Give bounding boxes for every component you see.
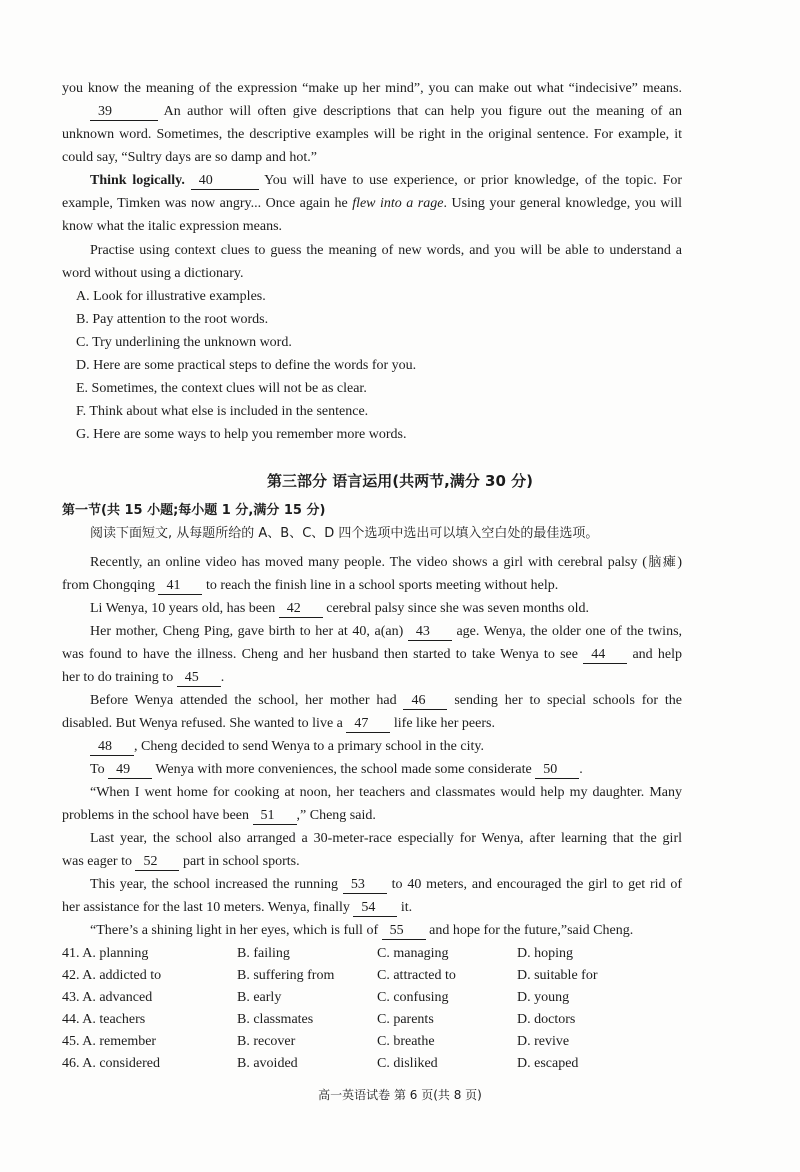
choice-c: C. attracted to	[377, 968, 456, 983]
cloze-line: Li Wenya, 10 years old, has been 42 cerebral palsy since she was seven months old.	[90, 601, 590, 616]
passage-line: Practise using context clues to guess the meaning of new words, and you will be able to understand a	[90, 243, 682, 258]
option-d: D. Here are some practical steps to define the words for you.	[76, 358, 417, 373]
blank-49: 49	[108, 762, 152, 779]
choice-b: B. failing	[237, 946, 290, 961]
option-a: A. Look for illustrative examples.	[76, 289, 266, 304]
passage-line: example, Timken was now angry... Once again he flew into a rage. Using your general knowledge, you will	[62, 196, 683, 211]
passage-line: could say, “Sultry days are so damp and hot.”	[62, 150, 317, 165]
blank-47: 47	[346, 716, 390, 733]
choice-c: C. managing	[377, 946, 449, 961]
choice-b: B. suffering from	[237, 968, 335, 983]
choice-a: 45. A. remember	[62, 1034, 157, 1049]
choice-d: D. revive	[517, 1034, 570, 1049]
choice-a: 42. A. addicted to	[62, 968, 162, 983]
passage-line: word without using a dictionary.	[62, 266, 244, 281]
choice-d: D. escaped	[517, 1056, 579, 1071]
blank-55: 55	[382, 923, 426, 940]
choice-b: B. avoided	[237, 1056, 298, 1071]
blank-54: 54	[353, 900, 397, 917]
cloze-line: Before Wenya attended the school, her mother had 46 sending her to special schools for the	[90, 693, 683, 708]
cloze-line: To 49 Wenya with more conveniences, the school made some considerate 50 .	[90, 762, 583, 777]
choice-c: C. breathe	[377, 1034, 435, 1049]
chinese-gloss: 脑瘫	[646, 555, 678, 570]
passage-line: Think logically. 40 You will have to use experience, or prior knowledge, of the topic. For	[90, 173, 683, 188]
instruction-line: 阅读下面短文, 从每题所给的 A、B、C、D 四个选项中选出可以填入空白处的最佳选项。	[90, 526, 599, 541]
question-44-choices	[62, 1009, 682, 1031]
section-one-title: 第一节(共 15 小题;每小题 1 分,满分 15 分)	[62, 503, 326, 518]
choice-a: 41. A. planning	[62, 946, 149, 961]
choice-a: 43. A. advanced	[62, 990, 153, 1005]
choice-d: D. young	[517, 990, 570, 1005]
option-e: E. Sometimes, the context clues will not be as clear.	[76, 381, 367, 396]
choice-c: C. parents	[377, 1012, 434, 1027]
blank-41: 41	[158, 578, 202, 595]
passage-line: know what the italic expression means.	[62, 219, 283, 234]
question-46-choices	[62, 1053, 682, 1075]
choice-b: B. recover	[237, 1034, 296, 1049]
choice-b: B. classmates	[237, 1012, 314, 1027]
cloze-line: her assistance for the last 10 meters. Wenya, finally 54 it.	[62, 900, 413, 915]
option-c: C. Try underlining the unknown word.	[76, 335, 292, 350]
question-45-choices	[62, 1031, 682, 1053]
question-42-choices	[62, 965, 682, 987]
part-three-title: 第三部分 语言运用(共两节,满分 30 分)	[267, 472, 533, 490]
cloze-line: disabled. But Wenya refused. She wanted to live a 47 life like her peers.	[62, 716, 495, 731]
passage-line: you know the meaning of the expression “make up her mind”, you can make out what “indecisive” means.	[62, 81, 682, 96]
blank-50: 50	[535, 762, 579, 779]
cloze-line: This year, the school increased the running 53 to 40 meters, and encouraged the girl to get rid of	[90, 877, 683, 892]
choice-d: D. doctors	[517, 1012, 576, 1027]
blank-48: 48	[90, 739, 134, 756]
cloze-line: from Chongqing 41 to reach the finish line in a school sports meeting without help.	[62, 578, 559, 593]
blank-40: 40	[191, 173, 259, 190]
cloze-line: her to do training to 45 .	[62, 670, 225, 685]
cloze-line: “There’s a shining light in her eyes, which is full of 55 and hope for the future,”said Cheng.	[90, 923, 634, 938]
page-footer: 高一英语试卷 第 6 页(共 8 页)	[318, 1088, 482, 1102]
blank-51: 51	[253, 808, 297, 825]
choice-a: 46. A. considered	[62, 1056, 160, 1071]
blank-53: 53	[343, 877, 387, 894]
cloze-line: was eager to 52 part in school sports.	[62, 854, 300, 869]
blank-43: 43	[408, 624, 452, 641]
cloze-line: problems in the school have been 51 ,” Cheng said.	[62, 808, 376, 823]
cloze-line: Recently, an online video has moved many people. The video shows a girl with cerebral palsy (脑瘫)	[90, 555, 682, 570]
cloze-line: 48 , Cheng decided to send Wenya to a primary school in the city.	[90, 736, 682, 758]
italic-expression: flew into a rage	[352, 196, 444, 211]
choice-a: 44. A. teachers	[62, 1012, 146, 1027]
blank-46: 46	[403, 693, 447, 710]
cloze-line: “When I went home for cooking at noon, her teachers and classmates would help my daughter. Many	[90, 785, 682, 800]
cloze-line: Her mother, Cheng Ping, gave birth to her at 40, a(an) 43 age. Wenya, the older one of the twins,	[90, 624, 683, 639]
option-g: G. Here are some ways to help you remember more words.	[76, 427, 407, 442]
blank-42: 42	[279, 601, 323, 618]
choice-d: D. hoping	[517, 946, 573, 961]
cloze-line: Last year, the school also arranged a 30-meter-race especially for Wenya, after learning that the girl	[90, 831, 682, 846]
choice-d: D. suitable for	[517, 968, 598, 983]
option-f: F. Think about what else is included in the sentence.	[76, 404, 369, 419]
choice-c: C. confusing	[377, 990, 449, 1005]
blank-44: 44	[583, 647, 627, 664]
choice-b: B. early	[237, 990, 282, 1005]
passage-line: 39 An author will often give descriptions that can help you figure out the meaning of an	[90, 101, 682, 123]
blank-45: 45	[177, 670, 221, 687]
blank-52: 52	[135, 854, 179, 871]
question-43-choices	[62, 987, 682, 1009]
blank-39: 39	[90, 104, 158, 121]
passage-line: unknown word. Sometimes, the descriptive examples will be right in the original sentence. For example, it	[62, 127, 682, 142]
option-b: B. Pay attention to the root words.	[76, 312, 269, 327]
question-41-choices	[62, 943, 682, 965]
think-logically-label: Think logically.	[90, 173, 185, 188]
cloze-line: was found to have the illness. Cheng and her husband then started to take Wenya to see 44 and help	[62, 647, 683, 662]
choice-c: C. disliked	[377, 1056, 438, 1071]
